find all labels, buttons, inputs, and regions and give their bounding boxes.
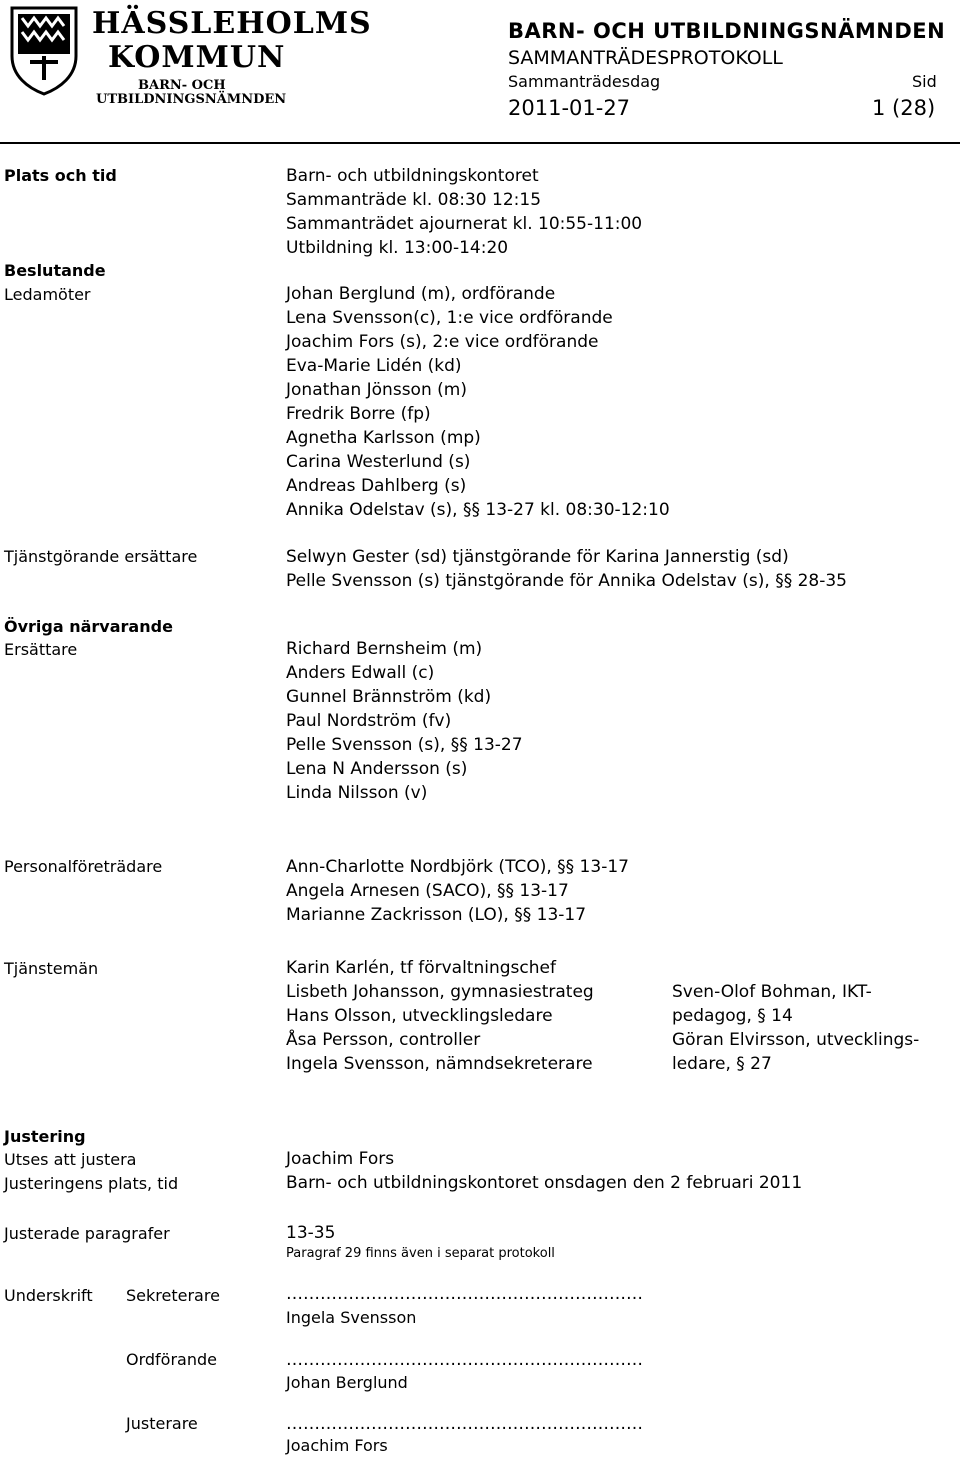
official-right-detail: 14 [765,1006,793,1026]
ledamoter-label: Ledamöter [4,285,91,304]
plats-label: Plats och tid [4,166,117,185]
paragraph-sign: §§ [497,881,515,901]
ledamot: Carina Westerlund (s) [286,452,471,472]
paragrafer-value: 13-35 [286,1223,336,1243]
personal-name: Angela Arnesen (SACO), [286,881,498,901]
ersattare-name: Pelle Svensson (s), [286,735,451,755]
paragraph-sign: § [757,1006,766,1026]
signature-line: ……………………………………………………… [286,1414,643,1434]
logo-sub-2: UTBILDNINGSNÄMNDEN [96,92,287,107]
ersattare: Linda Nilsson (v) [286,783,428,803]
personal-detail: 13-17 [574,857,629,877]
page-number: 1 (28) [872,96,936,120]
page-title: BARN- OCH UTBILDNINGSNÄMNDEN [508,19,946,43]
signature-line: ……………………………………………………… [286,1284,643,1304]
page-label: Sid [912,72,937,91]
tjanstgorande-label: Tjänstgörande ersättare [4,547,198,566]
official: Lisbeth Johansson, gymnasiestrateg [286,982,594,1002]
ledamot: Agnetha Karlsson (mp) [286,428,481,448]
ledamot: Eva-Marie Lidén (kd) [286,356,462,376]
ersattare-detail: 13-27 [467,735,523,755]
personal-label: Personalföreträdare [4,857,163,876]
underskrift-label: Underskrift [4,1286,93,1305]
paragraph-sign: §§ [775,571,793,591]
ersattare: Gunnel Brännström (kd) [286,687,492,707]
plats-tid-label: Justeringens plats, tid [4,1174,179,1193]
personal-detail: 13-17 [531,905,587,925]
official: Ingela Svensson, nämndsekreterare [286,1054,593,1074]
tjanstemän-label: Tjänstemän [4,959,99,978]
personal-rep [286,903,586,927]
signature-role: Ordförande [126,1350,217,1369]
ledamot: Joachim Fors (s), 2:e vice ordförande [286,332,599,352]
paragraph-sign: §§ [450,735,468,755]
paragraph-sign: § [736,1054,745,1074]
plats-tid-value: Barn- och utbildningskontoret onsdagen den 2 februari 2011 [286,1173,803,1193]
coat-of-arms-icon [8,4,80,96]
ledamot: Jonathan Jönsson (m) [286,380,467,400]
plats-line: Barn- och utbildningskontoret [286,166,539,186]
ersattare-label: Ersättare [4,640,78,659]
official: Karin Karlén, tf förvaltningschef [286,958,556,978]
tjanstgorande-line: Selwyn Gester (sd) tjänstgörande för Karina Jannerstig (sd) [286,547,789,567]
paragrafer-label: Justerade paragrafer [4,1224,170,1243]
official-right [672,1004,793,1028]
tjanstgorande-detail: 28-35 [792,571,847,591]
ledamot-last [286,498,670,522]
ledamot: Fredrik Borre (fp) [286,404,431,424]
paragrafer-note: Paragraf 29 finns även i separat protokoll [286,1246,555,1261]
ledamot: Lena Svensson(c), 1:e vice ordförande [286,308,613,328]
signature-line: ……………………………………………………… [286,1350,643,1370]
paragraph-sign: §§ [462,500,480,520]
personal-rep [286,855,629,879]
beslutande-label: Beslutande [4,261,106,280]
official-right: Sven-Olof Bohman, IKT- [672,982,872,1002]
ersattare [286,733,523,757]
signature-name: Ingela Svensson [286,1308,417,1327]
logo-municipality-name: HÄSSLEHOLMS [92,6,372,41]
utses-label: Utses att justera [4,1150,137,1169]
ersattare: Richard Bernsheim (m) [286,639,483,659]
paragraph-sign: §§ [557,857,575,877]
personal-detail: 13-17 [514,881,569,901]
date-label: Sammanträdesdag [508,72,661,91]
official-right-text: pedagog, [672,1006,758,1026]
official: Åsa Persson, controller [286,1030,481,1050]
official-right-detail: 27 [744,1054,772,1074]
ledamot: Johan Berglund (m), ordförande [286,284,556,304]
personal-name: Ann-Charlotte Nordbjörk (TCO), [286,857,558,877]
plats-line: Sammanträdet ajournerat kl. 10:55-11:00 [286,214,643,234]
official: Hans Olsson, utvecklingsledare [286,1006,553,1026]
utses-value: Joachim Fors [286,1149,395,1169]
meeting-date: 2011-01-27 [508,96,631,120]
signature-role: Justerare [126,1414,198,1433]
personal-name: Marianne Zackrisson (LO), [286,905,515,925]
signature-name: Johan Berglund [286,1373,408,1392]
personal-rep [286,879,569,903]
ovriga-label: Övriga närvarande [4,617,173,636]
ersattare: Paul Nordström (fv) [286,711,452,731]
signature-name: Joachim Fors [286,1436,388,1455]
official-right-text: ledare, [672,1054,737,1074]
ledamot-name: Annika Odelstav (s), [286,500,463,520]
tjanstgorande-line [286,569,847,593]
official-right: Göran Elvirsson, utvecklings- [672,1030,920,1050]
paragraph-sign: §§ [514,905,532,925]
ledamot-detail: 13-27 kl. 08:30-12:10 [479,500,670,520]
ersattare: Lena N Andersson (s) [286,759,468,779]
signature-role: Sekreterare [126,1286,220,1305]
ledamot: Andreas Dahlberg (s) [286,476,467,496]
official-right [672,1052,772,1076]
justering-label: Justering [4,1127,86,1146]
plats-line: Utbildning kl. 13:00-14:20 [286,238,509,258]
logo-kommun: KOMMUN [108,40,286,75]
plats-line: Sammanträde kl. 08:30 12:15 [286,190,542,210]
header-divider [0,142,960,144]
logo-sub-1: BARN- OCH [138,78,226,93]
page-subtitle: SAMMANTRÄDESPROTOKOLL [508,47,783,69]
tjanstgorande-text: Pelle Svensson (s) tjänstgörande för Annika Odelstav (s), [286,571,776,591]
ersattare: Anders Edwall (c) [286,663,435,683]
